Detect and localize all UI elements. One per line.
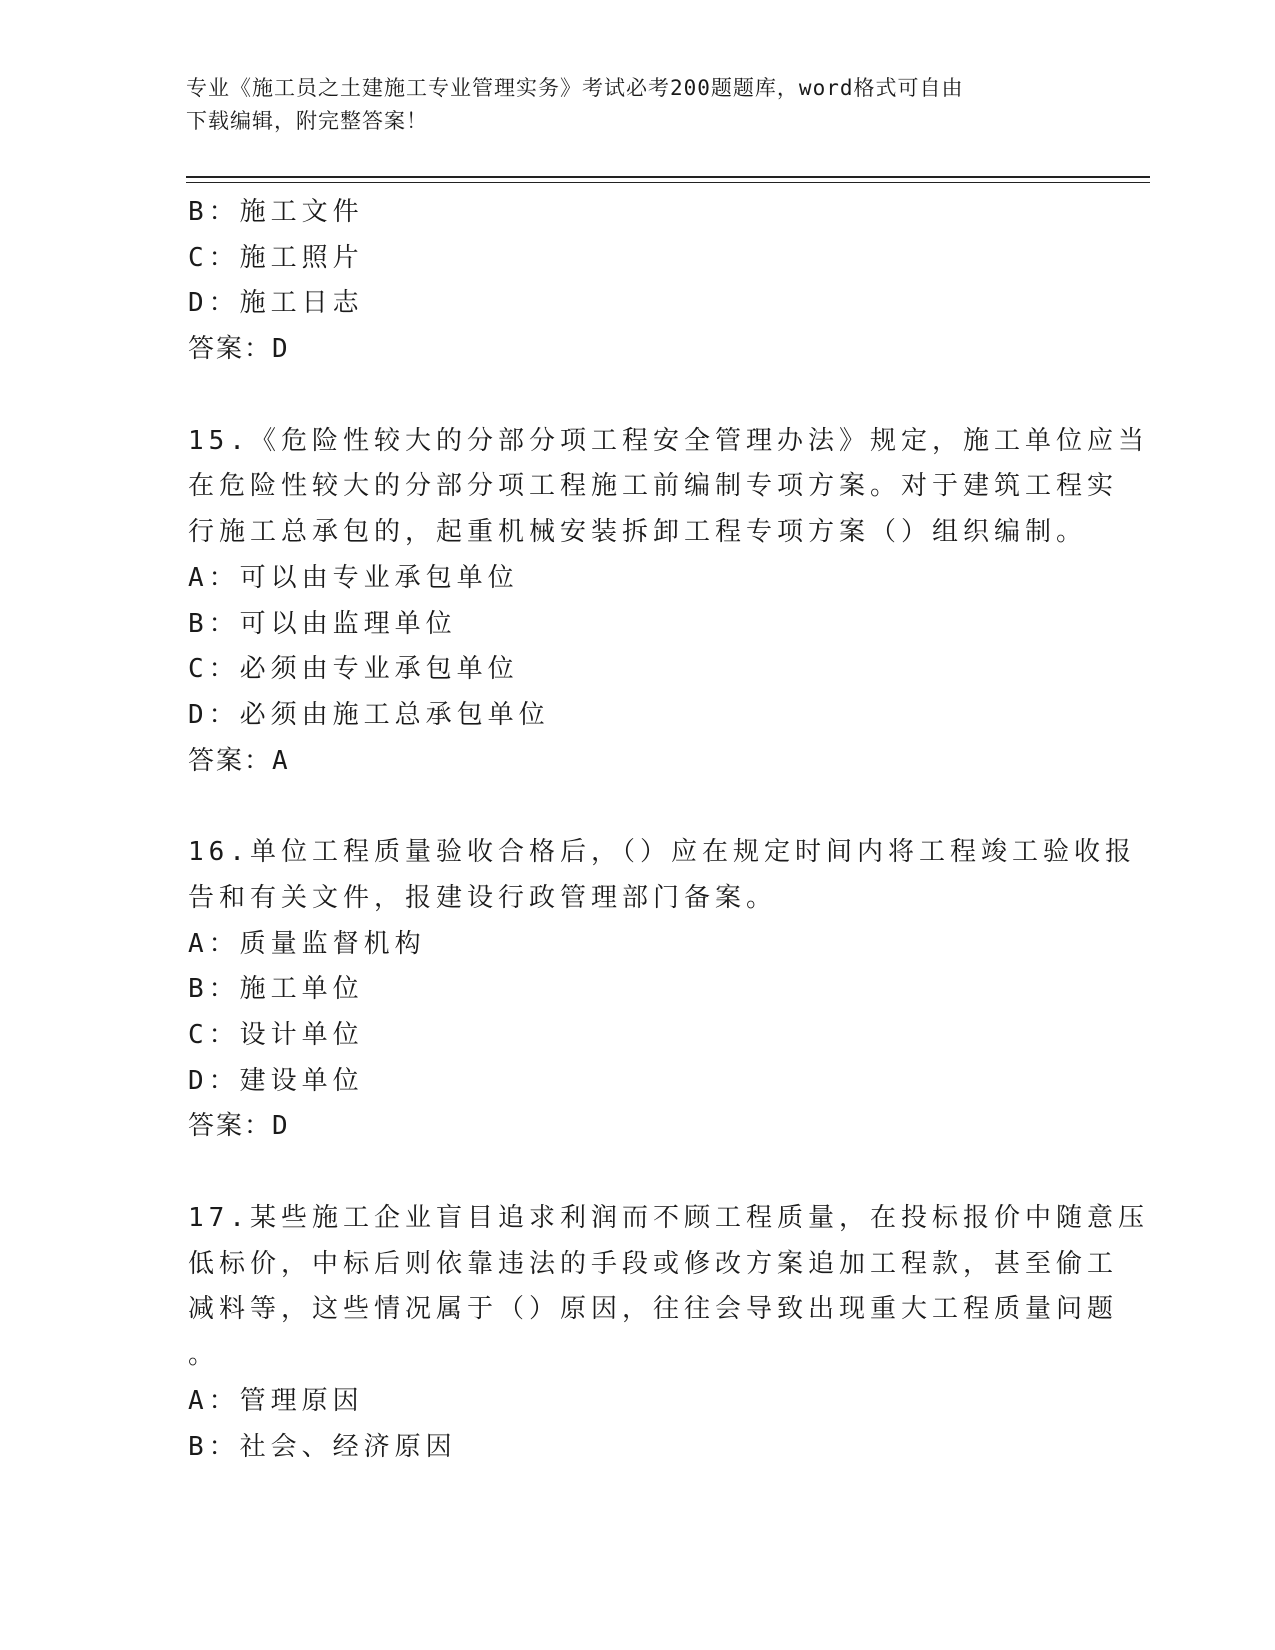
- header-line-1: 专业《施工员之土建施工专业管理实务》考试必考200题题库，word格式可自由: [186, 76, 964, 100]
- question-15: [188, 419, 1149, 785]
- answer: 答案：A: [188, 745, 290, 776]
- option-a: A：质量监督机构: [188, 928, 426, 959]
- question-text-line: 。: [188, 1340, 220, 1371]
- answer: 答案：D: [188, 334, 290, 365]
- header-rule-thick: [186, 176, 1150, 178]
- answer: 答案：D: [188, 1111, 290, 1142]
- question-14-tail: [188, 190, 1088, 373]
- question-text-line: 17.某些施工企业盲目追求利润而不顾工程质量，在投标报价中随意压: [188, 1203, 1149, 1234]
- option-a: A：管理原因: [188, 1385, 364, 1416]
- option-d: D：建设单位: [188, 1065, 364, 1096]
- option-d: D：必须由施工总承包单位: [188, 699, 550, 730]
- question-text-line: 16.单位工程质量验收合格后，（）应在规定时间内将工程竣工验收报: [188, 837, 1136, 868]
- option-c: C：设计单位: [188, 1020, 364, 1050]
- option-b: B：施工文件: [188, 197, 364, 227]
- question-text-line: 减料等，这些情况属于（）原因，往往会导致出现重大工程质量问题: [188, 1294, 1119, 1325]
- question-list: [188, 190, 1149, 1470]
- option-c: C：施工照片: [188, 242, 364, 273]
- option-a: A：可以由专业承包单位: [188, 562, 519, 593]
- option-b: B：施工单位: [188, 974, 364, 1005]
- option-c: C：必须由专业承包单位: [188, 654, 519, 685]
- question-text-line: 低标价，中标后则依靠违法的手段或修改方案追加工程款，甚至偷工: [188, 1248, 1119, 1279]
- question-17: [188, 1196, 1149, 1470]
- question-text-line: 行施工总承包的，起重机械安装拆卸工程专项方案（）组织编制。: [188, 517, 1088, 548]
- question-text-line: 15.《危险性较大的分部分项工程安全管理办法》规定，施工单位应当: [188, 425, 1149, 456]
- header-rule-thin: [186, 182, 1150, 183]
- question-text-line: 在危险性较大的分部分项工程施工前编制专项方案。对于建筑工程实: [188, 471, 1119, 502]
- option-b: B：可以由监理单位: [188, 608, 457, 639]
- question-text-line: 告和有关文件，报建设行政管理部门备案。: [188, 882, 778, 913]
- option-d: D：施工日志: [188, 288, 364, 319]
- question-16: [188, 830, 1136, 1150]
- option-b: B：社会、经济原因: [188, 1431, 457, 1462]
- document-header: [186, 72, 1066, 138]
- header-line-2: 下载编辑，附完整答案！: [186, 109, 428, 133]
